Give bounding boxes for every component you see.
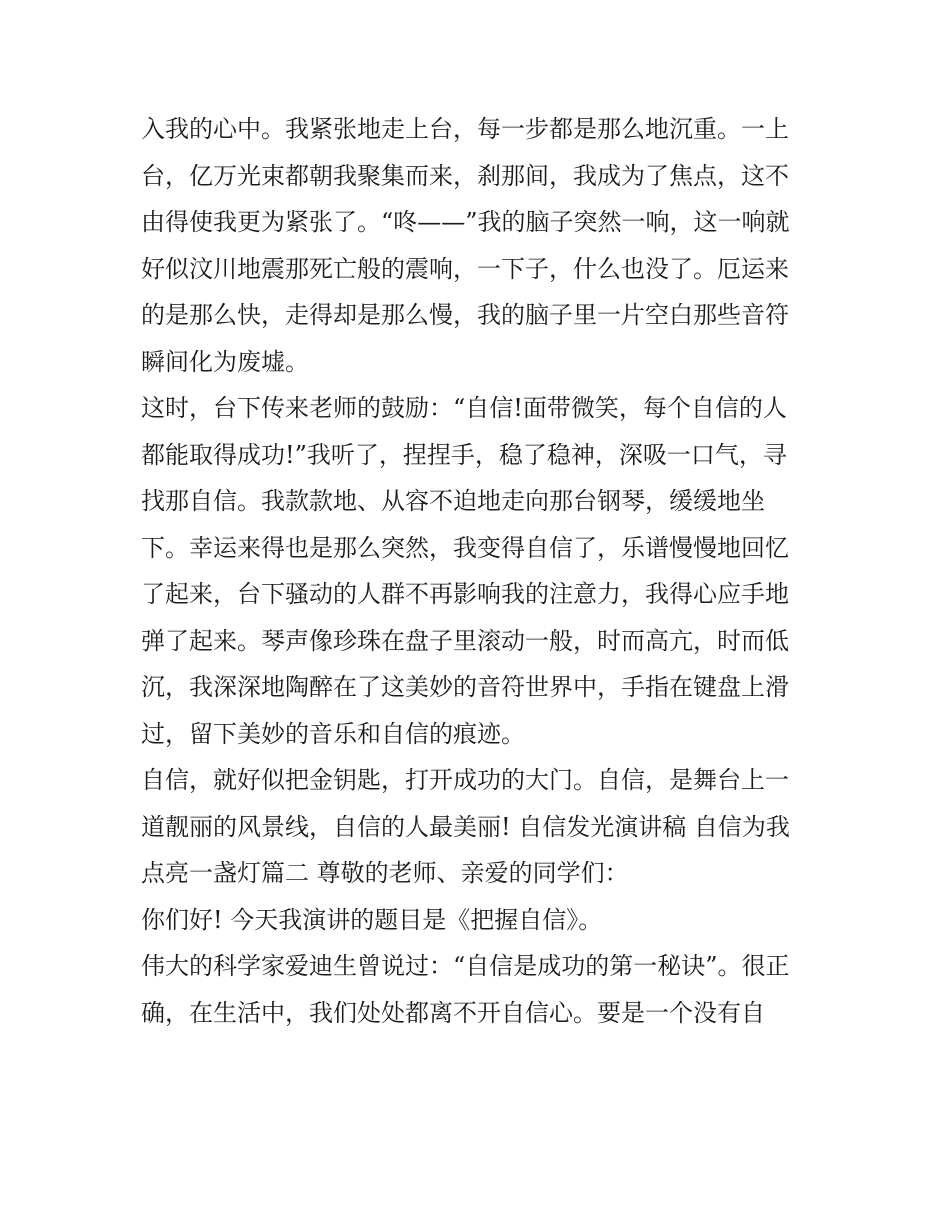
text-line: 这时，台下传来老师的鼓励：“自信!面带微笑，每个自信的人 xyxy=(141,394,787,422)
text-line: 好似汶川地震那死亡般的震响，一下子，什么也没了。厄运来 xyxy=(141,254,789,283)
text-line: 点亮一盏灯篇二 尊敬的老师、亲爱的同学们： xyxy=(141,859,629,887)
text-line: 了起来，台下骚动的人群不再影响我的注意力，我得心应手地 xyxy=(141,580,789,608)
text-line: 道靓丽的风景线，自信的人最美丽! 自信发光演讲稿 自信为我 xyxy=(141,812,790,841)
body-text xyxy=(141,106,816,1036)
text-line: 台，亿万光束都朝我聚集而来，刹那间，我成为了焦点，这不 xyxy=(141,161,789,190)
text-line: 由得使我更为紧张了。“咚——”我的脑子突然一响，这一响就 xyxy=(141,208,790,236)
text-line: 找那自信。我款款地、从容不迫地走向那台钢琴，缓缓地坐 xyxy=(141,487,765,515)
text-line: 的是那么快，走得却是那么慢，我的脑子里一片空白那些音符 xyxy=(141,301,789,329)
text-line: 确，在生活中，我们处处都离不开自信心。要是一个没有自 xyxy=(141,998,765,1027)
text-line: 伟大的科学家爱迪生曾说过：“自信是成功的第一秘诀”。很正 xyxy=(141,952,790,980)
text-line: 自信，就好似把金钥匙，打开成功的大门。自信，是舞台上一 xyxy=(141,766,789,794)
text-line: 下。幸运来得也是那么突然，我变得自信了，乐谱慢慢地回忆 xyxy=(141,533,789,562)
text-line: 沉，我深深地陶醉在了这美妙的音符世界中，手指在键盘上滑 xyxy=(141,673,789,701)
text-line: 过，留下美妙的音乐和自信的痕迹。 xyxy=(141,719,525,748)
text-line: 弹了起来。琴声像珍珠在盘子里滚动一般，时而高亢，时而低 xyxy=(141,626,789,655)
text-line: 入我的心中。我紧张地走上台，每一步都是那么地沉重。一上 xyxy=(141,115,789,143)
text-line: 瞬间化为废墟。 xyxy=(141,347,309,376)
text-line: 你们好! 今天我演讲的题目是《把握自信》。 xyxy=(141,905,603,934)
text-line: 都能取得成功!”我听了，捏捏手，稳了稳神，深吸一口气，寻 xyxy=(141,440,787,469)
